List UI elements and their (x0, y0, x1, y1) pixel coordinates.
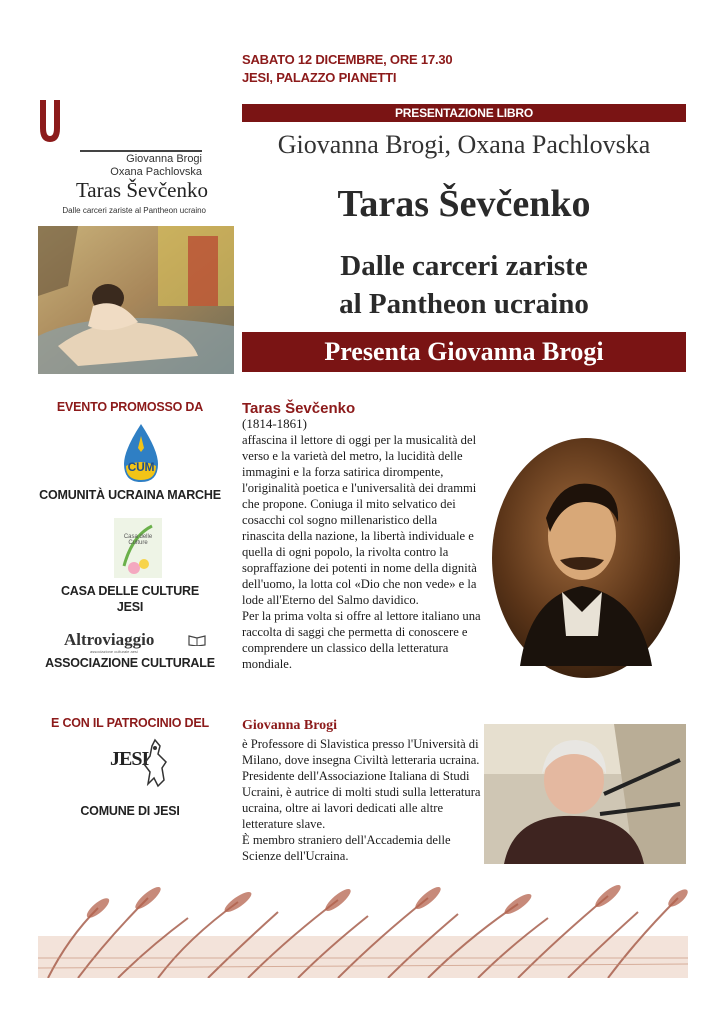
casa-label-line-2: JESI (116, 600, 144, 614)
brogi-text (242, 736, 490, 864)
altroviaggio-label: ASSOCIAZIONE CULTURALE (45, 656, 215, 670)
event-place: JESI, PALAZZO PIANETTI (242, 70, 397, 85)
cum-logo-text: CUM (127, 460, 155, 474)
brogi-paragraph-1: è Professore di Slavistica presso l'Università di Milano, dove insegna Civiltà letteraria ucraina. Presidente dell'Associazione Italiana di Studi Ucraini, è autrice di molti studi sulla letteratura ucraina, oltre ai lavori dedicati alle altre letterature slave. (242, 737, 481, 831)
presenter-bar: Presenta Giovanna Brogi (242, 332, 686, 372)
brogi-paragraph-2: È membro straniero dell'Accademia delle Scienze dell'Ucraina. (242, 833, 451, 863)
jesi-crest-logo (110, 738, 170, 796)
sevcenko-heading: Taras Ševčenko (242, 400, 356, 417)
jesi-label: COMUNE DI JESI (80, 804, 180, 818)
book-subtitle-line-1: Dalle carceri zariste (340, 250, 588, 282)
cum-label: COMUNITÀ UCRAINA MARCHE (39, 488, 221, 502)
casa-logo-icon (112, 516, 164, 580)
book-title: Taras Ševčenko (337, 183, 591, 225)
casa-label-line-1: CASA DELLE CULTURE (60, 584, 200, 598)
sevcenko-paragraph-2: Per la prima volta si offre al lettore italiano una raccolta di saggi che permetta di conoscere e comprendere un classico della letteratura mondiale. (242, 609, 481, 671)
patronage-heading: E CON IL PATROCINIO DEL (51, 716, 209, 730)
book-subtitle-line-2: al Pantheon ucraino (339, 288, 589, 320)
cover-u-logo (38, 100, 62, 144)
casa-delle-culture-logo (112, 516, 164, 580)
brogi-heading: Giovanna Brogi (242, 718, 338, 733)
water-drop-icon (118, 422, 164, 484)
casa-logo-text: Casa delle Culture (123, 534, 153, 546)
cover-author-2: Oxana Pachlovska (110, 166, 202, 178)
jesi-logo-text: JESI (110, 748, 149, 770)
lion-crest-icon (140, 738, 170, 794)
wheat-field-decoration (38, 878, 688, 978)
sevcenko-text (242, 432, 482, 672)
sevcenko-paragraph-1: affascina il lettore di oggi per la musicalità del verso e la varietà del metro, la lucidità delle immagini e la forza satirica dirompente, l'originalità poetica e l'universalità dei drammi che propone. Coniuga il mito selvatico dei cosacchi col sogno millenaristico della rinascita della nazione, la libertà individuale e quella di ogni popolo, la rivolta contro la sopraffazione dei potenti in nome della dignità dell'uomo, la lotta col «Dio che non vede» e la lode all'Eterno del Salmo davidico. (242, 433, 477, 607)
section-label-bar: PRESENTAZIONE LIBRO (242, 104, 686, 122)
brogi-photo-image (484, 724, 686, 864)
book-authors: Giovanna Brogi, Oxana Pachlovska (277, 130, 651, 159)
cum-logo (118, 422, 164, 484)
event-date: SABATO 12 DICEMBRE, ORE 17.30 (242, 52, 453, 67)
cover-subtitle: Dalle carceri zariste al Pantheon ucraino (62, 206, 206, 215)
sevcenko-years: (1814-1861) (242, 416, 307, 431)
book-icon (188, 634, 206, 646)
promoted-by-heading: EVENTO PROMOSSO DA (56, 400, 204, 414)
altroviaggio-logo (30, 632, 230, 654)
cover-painting-image (38, 226, 234, 374)
cover-title: Taras Ševčenko (75, 178, 208, 202)
cover-divider (80, 150, 202, 152)
altroviaggio-logo-sub: associazione culturale aesi (90, 649, 138, 654)
cover-author-1: Giovanna Brogi (126, 153, 202, 165)
sevcenko-portrait-image (490, 436, 682, 680)
altroviaggio-logo-text: Altroviaggio (64, 630, 155, 649)
